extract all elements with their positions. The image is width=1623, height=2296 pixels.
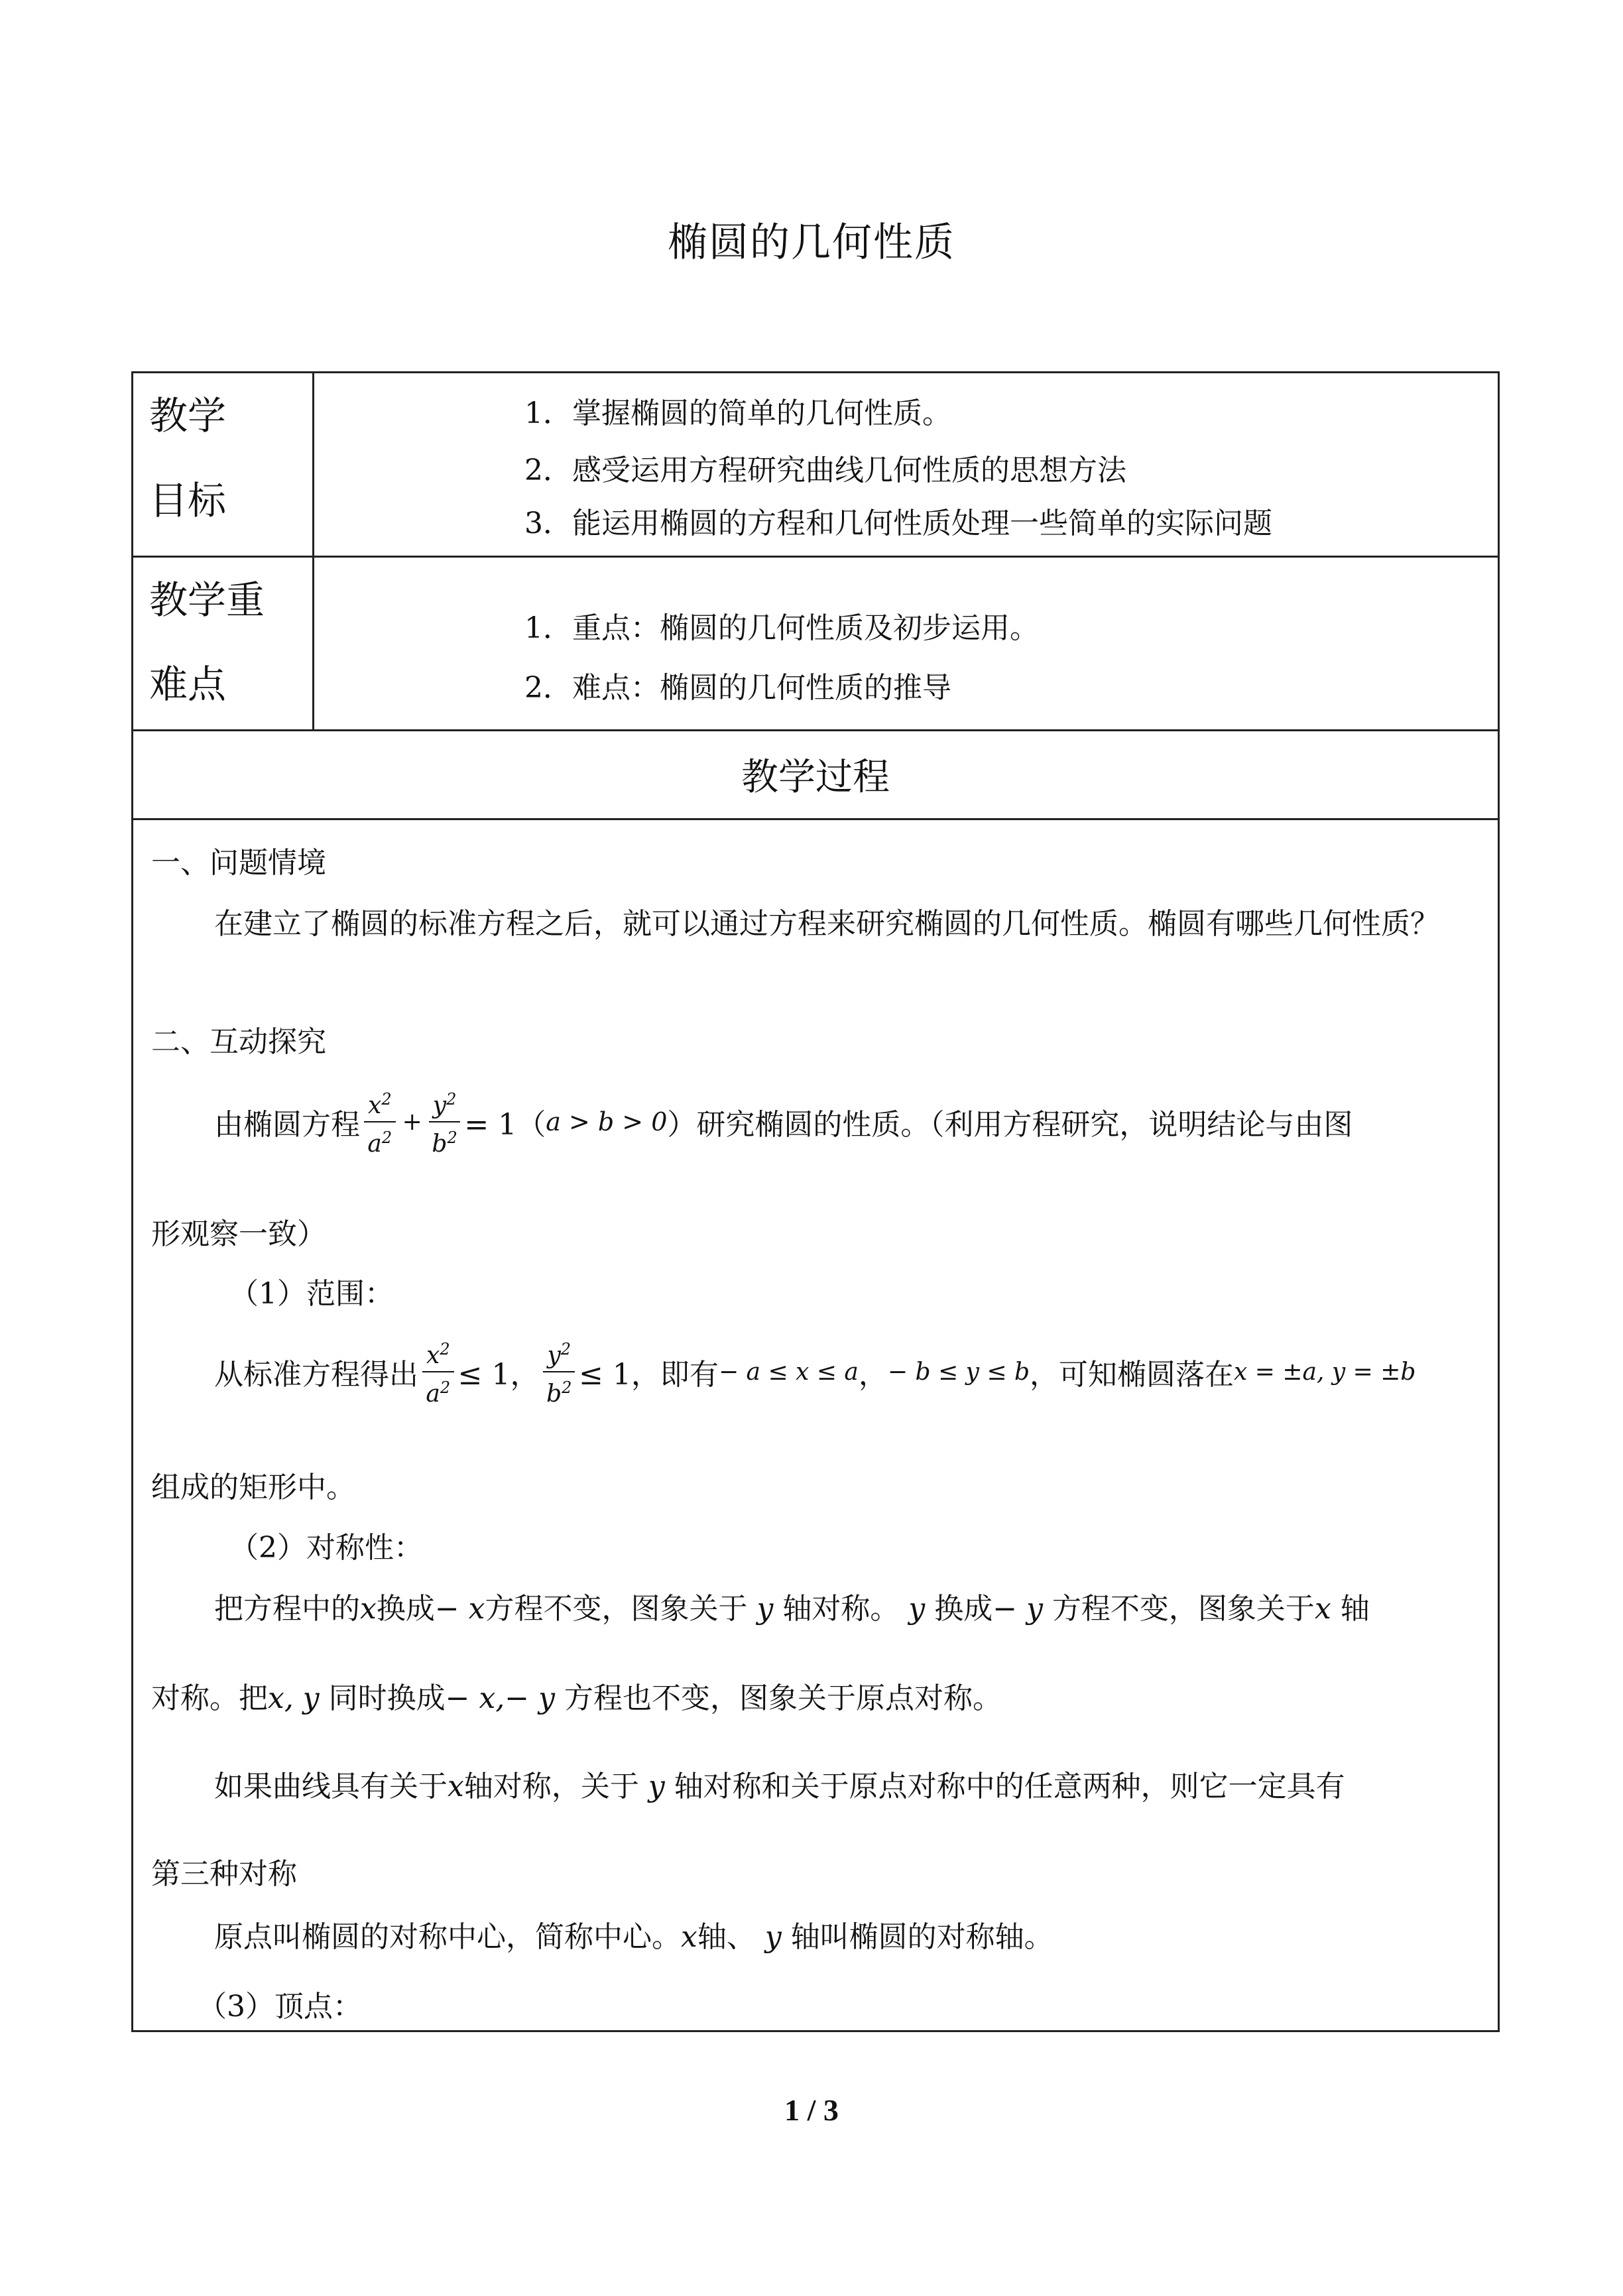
row-divider [133, 818, 1498, 820]
paragraph: 第三种对称 [151, 1857, 297, 1891]
text: 从标准方程得出 [214, 1358, 418, 1392]
paragraph: 把方程中的x换成− x方程不变，图象关于 y 轴对称。 y 换成− y 方程不变，图象关于x 轴 [214, 1592, 1370, 1626]
subsection-heading: （1）范围： [229, 1277, 394, 1311]
section-heading: 二、互动探究 [151, 1025, 326, 1059]
text: ）研究椭圆的性质。（利用方程研究，说明结论与由图 [667, 1108, 1353, 1142]
inequality: − b ≤ y ≤ b [887, 1358, 1030, 1386]
text: ，可知椭圆落在 [1030, 1358, 1234, 1392]
keypoint-item: 2．难点：椭圆的几何性质的推导 [524, 671, 951, 705]
condition: a > b > 0 [546, 1107, 668, 1136]
fraction-x2-a2: $\frac{x^2}{a^2}$ [422, 1334, 454, 1410]
page-number: 1 / 3 [784, 2093, 839, 2127]
fraction-y2-b2: $\frac{y^2}{b^2}$ [429, 1084, 461, 1160]
process-title: 教学过程 [741, 756, 890, 799]
keypoint-item: 1．重点：椭圆的几何性质及初步运用。 [524, 611, 1039, 645]
paragraph: 形观察一致） [151, 1217, 326, 1251]
objective-item: 1．掌握椭圆的简单的几何性质。 [524, 396, 951, 430]
paragraph: 组成的矩形中。 [151, 1471, 355, 1504]
paragraph: 在建立了椭圆的标准方程之后，就可以通过方程来研究椭圆的几何性质。椭圆有哪些几何性质？ [214, 907, 1439, 941]
objectives-label: 目标 [149, 478, 227, 523]
fraction-y2-b2: $\frac{y^2}{b^2}$ [543, 1334, 575, 1410]
row-divider [133, 729, 1498, 731]
text: ≤ 1， [457, 1358, 540, 1392]
paragraph: 如果曲线具有关于x轴对称，关于 y 轴对称和关于原点对称中的任意两种，则它一定具有 [214, 1770, 1345, 1803]
document-title: 椭圆的几何性质 [668, 219, 955, 266]
equation-line: 由椭圆方程 $\frac{x^2}{a^2}$ + $\frac{y^2}{b^2}$ = 1（ a > b > 0 ）研究椭圆的性质。（利用方程研究，说明结论与由图 [151, 1084, 1547, 1160]
subsection-heading: （2）对称性： [229, 1531, 423, 1565]
objective-item: 2．感受运用方程研究曲线几何性质的思想方法 [524, 453, 1126, 487]
text: = 1（ [464, 1108, 546, 1142]
text: 由椭圆方程 [214, 1108, 360, 1142]
range-line: 从标准方程得出 $\frac{x^2}{a^2}$ ≤ 1， $\frac{y^2}{b^2}$ ≤ 1，即有 − a ≤ x ≤ a ， − b ≤ y ≤ b ，可知椭圆落在 x = ±a, y = ±b [151, 1334, 1547, 1410]
row-divider [133, 556, 1498, 558]
paragraph: 原点叫椭圆的对称中心，简称中心。x轴、 y 轴叫椭圆的对称轴。 [214, 1920, 1053, 1954]
fraction-x2-a2: $\frac{x^2}{a^2}$ [364, 1084, 396, 1160]
keypoints-label: 难点 [149, 662, 227, 707]
boundary-lines: x = ±a, y = ±b [1234, 1358, 1416, 1386]
inequality: − a ≤ x ≤ a [718, 1358, 859, 1386]
text: ≤ 1，即有 [579, 1358, 719, 1392]
paragraph: 对称。把x, y 同时换成− x,− y 方程也不变，图象关于原点对称。 [151, 1681, 1002, 1715]
column-divider [312, 373, 314, 729]
objectives-label: 教学 [149, 393, 227, 438]
objective-item: 3．能运用椭圆的方程和几何性质处理一些简单的实际问题 [524, 507, 1272, 540]
section-heading: 一、问题情境 [151, 846, 326, 880]
subsection-heading: （3）顶点： [198, 1990, 362, 2024]
keypoints-label: 教学重 [149, 577, 265, 623]
